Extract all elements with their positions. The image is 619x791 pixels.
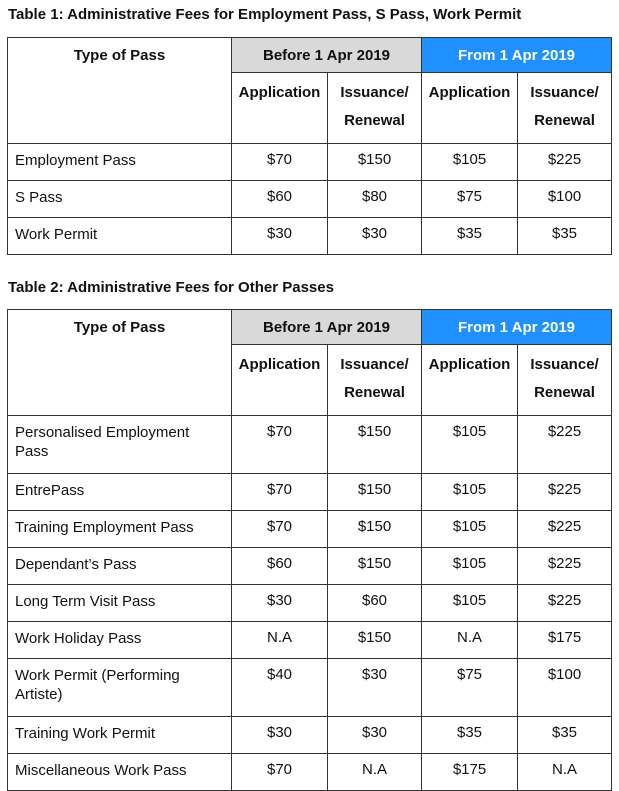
pass-name: Long Term Visit Pass: [8, 585, 232, 622]
table-row: [8, 218, 612, 255]
fee-cell: $150: [328, 416, 422, 474]
table1: [7, 37, 612, 255]
pass-name: Employment Pass: [8, 144, 232, 181]
pass-name: Work Holiday Pass: [8, 622, 232, 659]
table2-before-application-header: Application: [232, 345, 328, 416]
fee-cell: $60: [328, 585, 422, 622]
pass-name: EntrePass: [8, 474, 232, 511]
fee-cell: $175: [422, 754, 518, 791]
fee-cell: $70: [232, 474, 328, 511]
fee-cell: $75: [422, 659, 518, 717]
fee-cell: $30: [232, 218, 328, 255]
table-row: [8, 659, 612, 717]
table1-from-issuance-header: Issuance/ Renewal: [518, 73, 612, 144]
pass-name: Work Permit (Performing Artiste): [8, 659, 232, 717]
table-row: [8, 181, 612, 218]
fee-cell: $75: [422, 181, 518, 218]
fee-cell: $175: [518, 622, 612, 659]
table2-type-header: Type of Pass: [8, 310, 232, 416]
table-row: [8, 548, 612, 585]
fee-cell: $35: [422, 717, 518, 754]
fee-cell: N.A: [422, 622, 518, 659]
fee-cell: $100: [518, 659, 612, 717]
fee-cell: $60: [232, 181, 328, 218]
fee-cell: $105: [422, 474, 518, 511]
fee-cell: $225: [518, 474, 612, 511]
fee-cell: $35: [518, 717, 612, 754]
fee-cell: $225: [518, 416, 612, 474]
table1-from-application-header: Application: [422, 73, 518, 144]
pass-name: Personalised Employment Pass: [8, 416, 232, 474]
pass-name: Work Permit: [8, 218, 232, 255]
fee-cell: $100: [518, 181, 612, 218]
table-row: [8, 474, 612, 511]
fee-cell: N.A: [328, 754, 422, 791]
table-row: [8, 144, 612, 181]
table2-before-issuance-header: Issuance/ Renewal: [328, 345, 422, 416]
fee-cell: $150: [328, 474, 422, 511]
fee-cell: $225: [518, 511, 612, 548]
fee-cell: $35: [518, 218, 612, 255]
fee-cell: $150: [328, 144, 422, 181]
fee-cell: $40: [232, 659, 328, 717]
fee-cell: $30: [328, 717, 422, 754]
fee-cell: $70: [232, 416, 328, 474]
fee-cell: $105: [422, 511, 518, 548]
fee-cell: $30: [232, 717, 328, 754]
table2-from-application-header: Application: [422, 345, 518, 416]
table1-type-header: Type of Pass: [8, 38, 232, 144]
table-row: [8, 511, 612, 548]
fee-cell: $70: [232, 511, 328, 548]
fee-cell: $35: [422, 218, 518, 255]
table2-caption: Table 2: Administrative Fees for Other Passes: [8, 279, 334, 296]
table2-from-issuance-header: Issuance/ Renewal: [518, 345, 612, 416]
fee-cell: $105: [422, 416, 518, 474]
table2: [7, 309, 612, 791]
table1-caption: Table 1: Administrative Fees for Employment Pass, S Pass, Work Permit: [8, 6, 522, 23]
fee-cell: $225: [518, 144, 612, 181]
table-row: [8, 622, 612, 659]
table1-before-issuance-header: Issuance/ Renewal: [328, 73, 422, 144]
fee-cell: $70: [232, 144, 328, 181]
fee-cell: $80: [328, 181, 422, 218]
table1-before-header: Before 1 Apr 2019: [232, 38, 422, 73]
fee-cell: $225: [518, 548, 612, 585]
fee-cell: N.A: [232, 622, 328, 659]
table2-from-header: From 1 Apr 2019: [422, 310, 612, 345]
table-row: [8, 754, 612, 791]
pass-name: Dependant’s Pass: [8, 548, 232, 585]
pass-name: Training Employment Pass: [8, 511, 232, 548]
table1-before-application-header: Application: [232, 73, 328, 144]
fee-cell: $30: [328, 218, 422, 255]
fee-cell: $225: [518, 585, 612, 622]
table2-before-header: Before 1 Apr 2019: [232, 310, 422, 345]
fee-cell: $150: [328, 511, 422, 548]
fee-cell: N.A: [518, 754, 612, 791]
table-row: [8, 717, 612, 754]
fee-cell: $150: [328, 548, 422, 585]
fee-cell: $70: [232, 754, 328, 791]
table-row: [8, 585, 612, 622]
fee-cell: $30: [328, 659, 422, 717]
fee-cell: $150: [328, 622, 422, 659]
fee-cell: $60: [232, 548, 328, 585]
pass-name: Miscellaneous Work Pass: [8, 754, 232, 791]
table1-from-header: From 1 Apr 2019: [422, 38, 612, 73]
fee-cell: $105: [422, 585, 518, 622]
fee-cell: $105: [422, 144, 518, 181]
fee-cell: $105: [422, 548, 518, 585]
table-row: [8, 416, 612, 474]
pass-name: S Pass: [8, 181, 232, 218]
fee-cell: $30: [232, 585, 328, 622]
pass-name: Training Work Permit: [8, 717, 232, 754]
